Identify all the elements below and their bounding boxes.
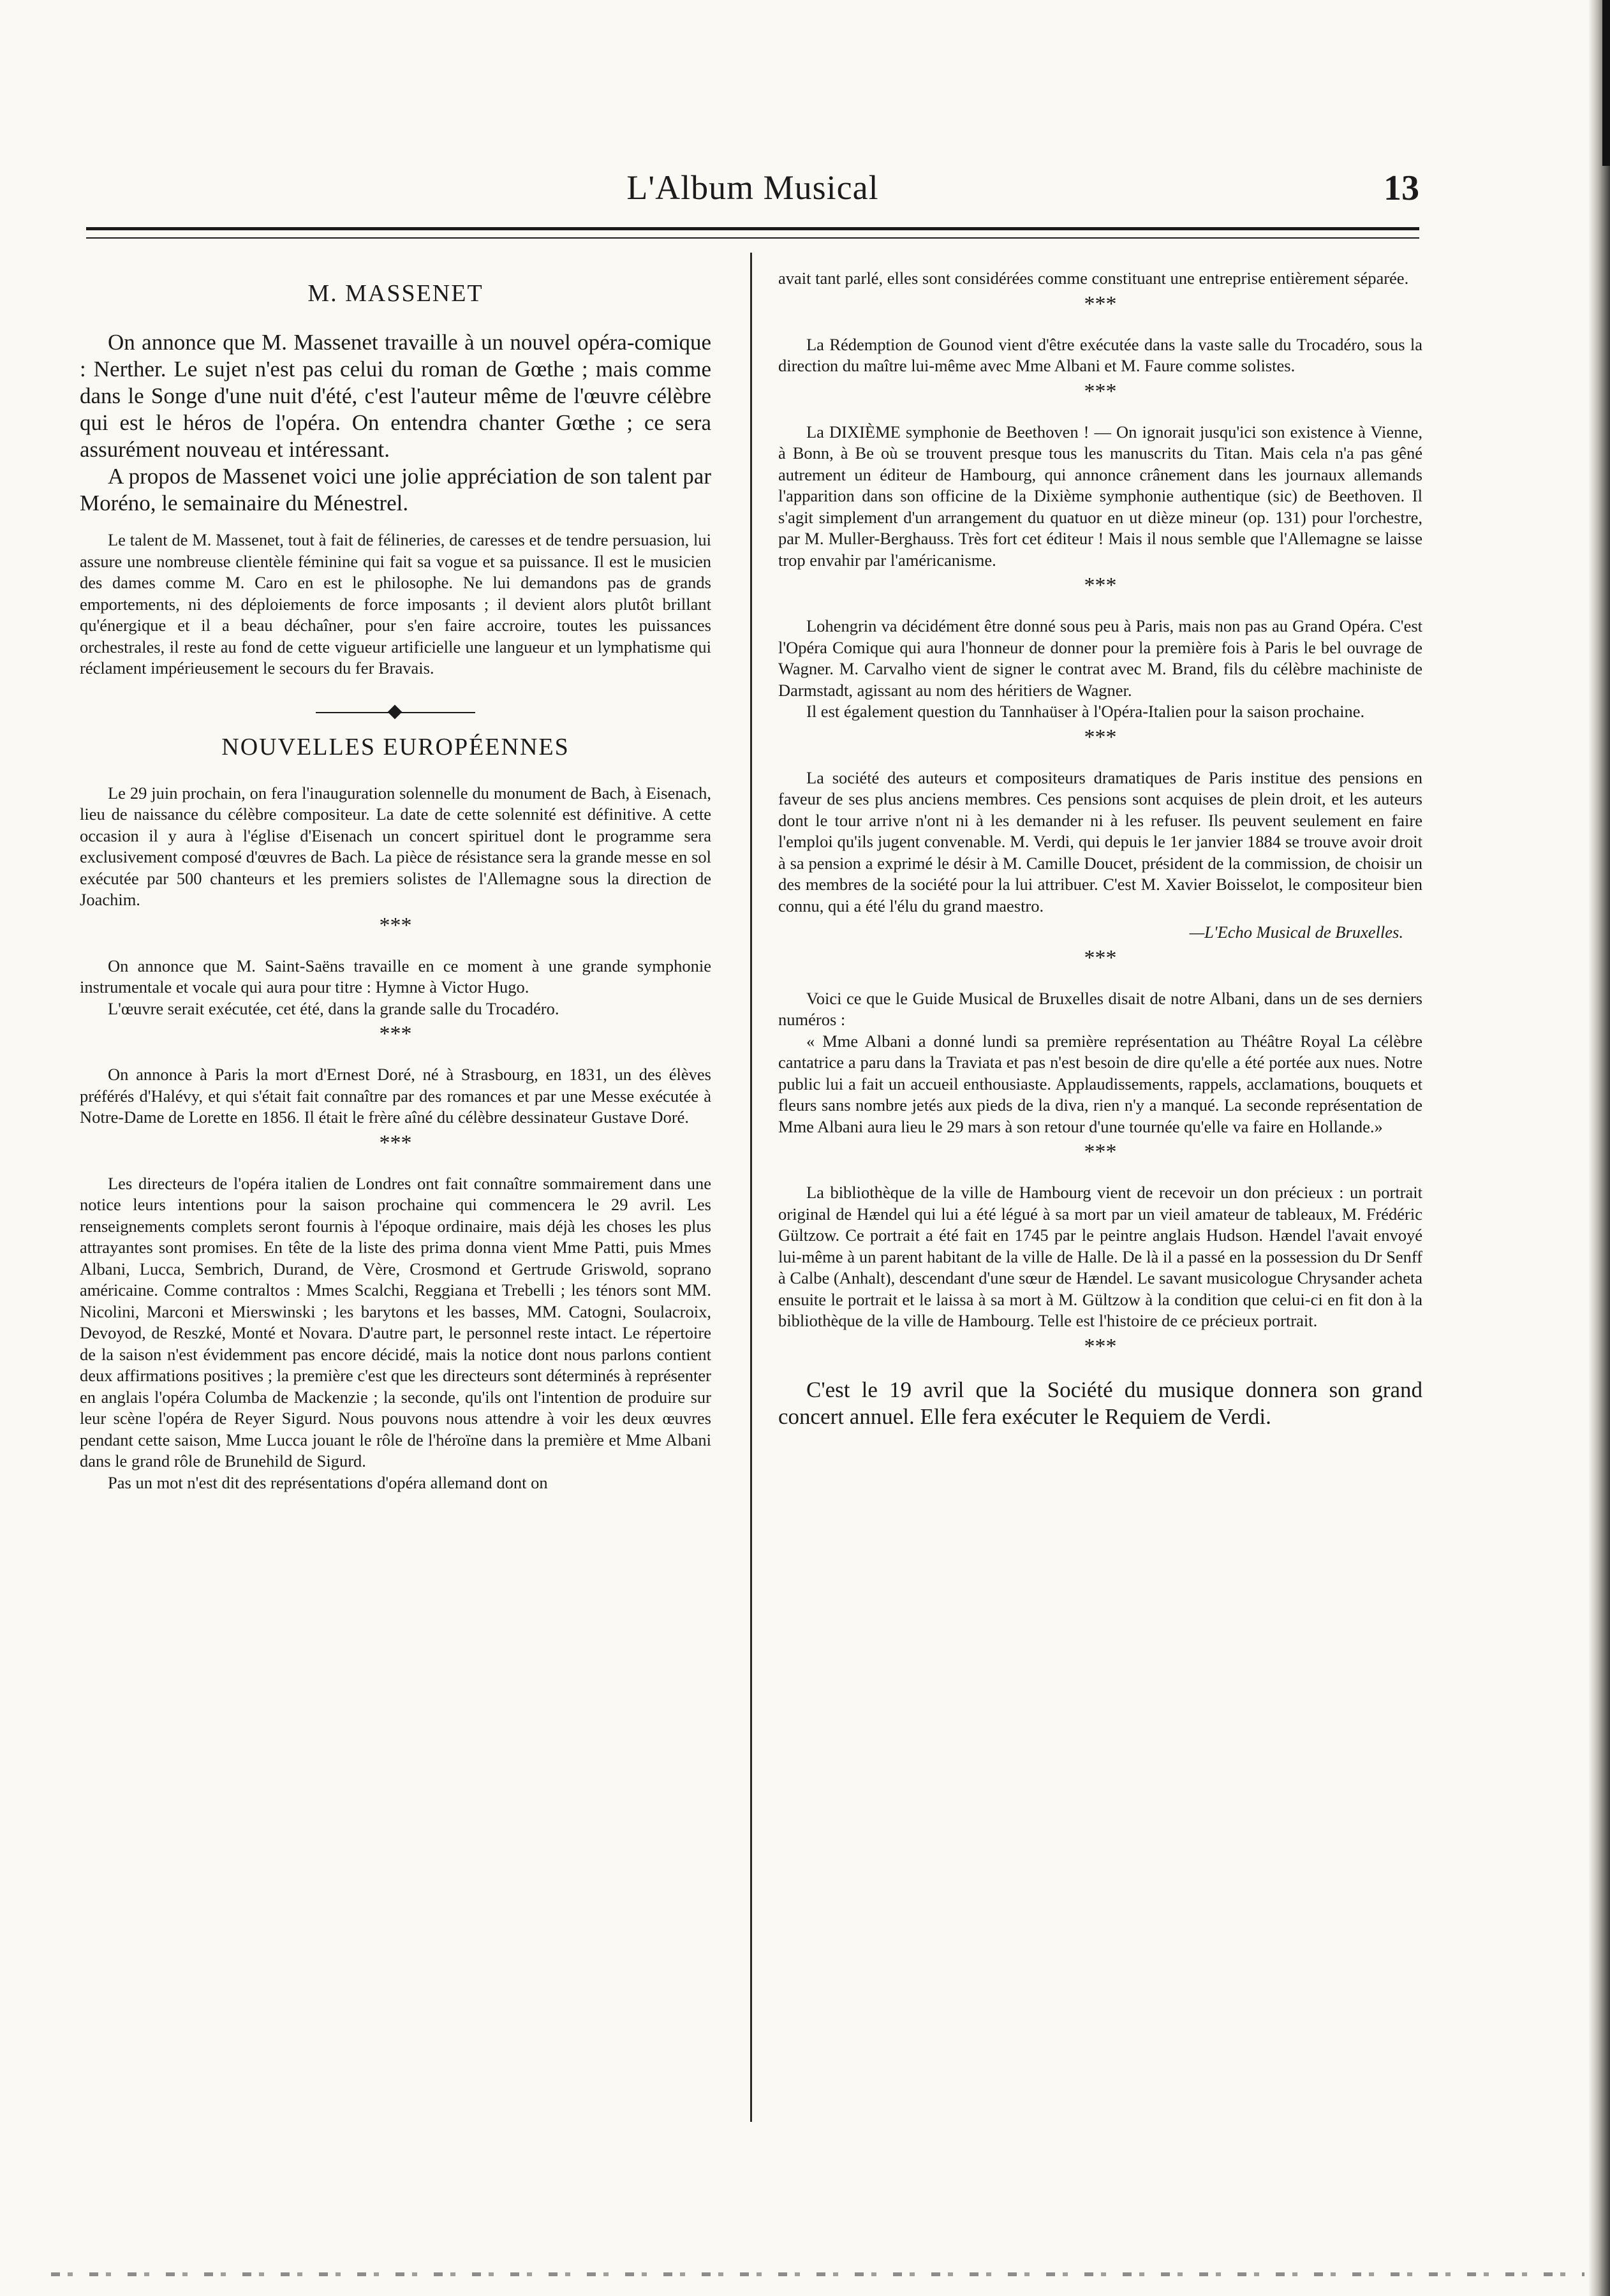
section-title-nouvelles: NOUVELLES EUROPÉENNES bbox=[221, 733, 570, 760]
stars-separator: *** bbox=[379, 1130, 412, 1155]
page-header bbox=[86, 163, 1419, 214]
paragraph: Le 29 juin prochain, on fera l'inauguration solennelle du monument de Bach, à Eisenach, lieu de naissance du célèbre compositeur. La date de cette solennité est définitive. A cette occasion il y aura à l'église d'Eisenach un concert spirituel dont le programme sera exclusivement composé d'œuvres de Bach. La pièce de résistance sera la grande messe en sol exécutée par 500 chanteurs et les premiers solistes de l'Allemagne sous la direction de Joachim. bbox=[80, 783, 711, 909]
stars-separator: *** bbox=[1084, 725, 1117, 749]
paragraph: La société des auteurs et compositeurs dramatiques de Paris institue des pensions en faveur de ses plus anciens membres. Ces pensions sont acquises de plein droit, et les auteurs dont le tour arrive n'ont ni à les demander ni à les refuser. Ils peuvent seulement en faire l'emploi qu'ils jugent convenable. M. Verdi, qui depuis le 1er janvier 1884 se trouve avoir droit à sa pension a exprimé le désir à M. Camille Doucet, président de la commission, de choisir un des membres de la société pour la lui attribuer. C'est M. Xavier Boisselot, le compositeur bien connu, qui a été l'élu du grand maestro. bbox=[778, 767, 1422, 915]
page-edge-shadow bbox=[1588, 0, 1610, 2296]
paragraph: La Rédemption de Gounod vient d'être exécutée dans la vaste salle du Trocadéro, sous la direction du maître lui-même avec Mme Albani et M. Faure comme solistes. bbox=[778, 334, 1422, 375]
quoted-paragraph: « Mme Albani a donné lundi sa première représentation au Théâtre Royal La célèbre cantatrice a paru dans la Traviata et pas n'est besoin de dire qu'elle a été portée aux nues. Notre public lui a fait un accueil enthousiaste. Applaudissements, rappels, acclamations, bouquets et fleurs sans nombre jetés aux pieds de la diva, rien n'y a manqué. La seconde représentation de Mme Albani aura lieu le 29 mars à son retour d'une tournée qu'elle va faire en Hollande.» bbox=[778, 1031, 1422, 1136]
page-number: 13 bbox=[1384, 168, 1419, 208]
page-edge-dark-mark bbox=[1602, 0, 1610, 166]
paragraph: On annonce que M. Massenet travaille à un nouvel opéra-comique : Nerther. Le sujet n'est pas celui du roman de Gœthe ; mais comme dans le Songe d'une nuit d'été, c'est l'auteur même de l'œuvre célèbre qui est le héros de l'opéra. On entendra chanter Gœthe ; ce sera assurément nouveau et intéressant. bbox=[80, 330, 711, 462]
stars-separator: *** bbox=[1084, 574, 1117, 597]
paragraph: Les directeurs de l'opéra italien de Londres ont fait connaître sommairement dans une notice leurs intentions pour la saison prochaine qui commencera le 29 avril. Les renseignements complets seront fournis à l'époque ordinaire, mais déjà les choses les plus attrayantes sont promises. En tête de la liste des prima donna vient Mme Patti, puis Mmes Albani, Lucca, Sembrich, Durand, de Vère, Crosmond et Gertrude Griswold, soprano américaine. Comme contraltos : Mmes Scalchi, Reggiana et Trebelli ; les ténors sont MM. Nicolini, Marconi et Mierswinski ; les barytons et les basses, MM. Catogni, Soulacroix, Devoyod, de Reszké, Monté et Novara. D'autre part, le personnel reste intact. Le répertoire de la saison n'est évidemment pas encore décidé, mais la notice dont nous parlons contient deux affirmations positives ; la première c'est que les directeurs sont déterminés à représenter en anglais l'opéra Columba de Mackenzie ; la seconde, qu'ils ont l'intention de produire sur leur scène l'opéra de Reyer Sigurd. Nous pouvons nous attendre à voir les deux œuvres pendant cette saison, Mme Lucca jouant le rôle de l'héroïne dans la première et Mme Albani dans le grand rôle de Brunehild de Sigurd. bbox=[80, 1173, 711, 1470]
paragraph: Voici ce que le Guide Musical de Bruxelles disait de notre Albani, dans un de ses derniers numéros : bbox=[778, 988, 1422, 1029]
stars-separator: *** bbox=[379, 1022, 412, 1046]
paragraph: C'est le 19 avril que la Société du musique donnera son grand concert annuel. Elle fera exécuter le Requiem de Verdi. bbox=[778, 1377, 1422, 1429]
right-column bbox=[778, 268, 1422, 1430]
paragraph: Lohengrin va décidément être donné sous peu à Paris, mais non pas au Grand Opéra. C'est l'Opéra Comique qui aura l'honneur de donner pour la première fois à Paris le bel ouvrage de Wagner. M. Carvalho vient de signer le contrat avec M. Brand, fils du célèbre machiniste de Darmstadt, agissant au nom des héritiers de Wagner. bbox=[778, 616, 1422, 700]
header-rule-thick bbox=[86, 227, 1419, 230]
paragraph: A propos de Massenet voici une jolie appréciation de son talent par Moréno, le semainaire du Ménestrel. bbox=[80, 464, 711, 515]
paragraph: Pas un mot n'est dit des représentations d'opéra allemand dont on bbox=[108, 1472, 548, 1492]
stars-separator: *** bbox=[1084, 379, 1117, 403]
section-ornament bbox=[316, 705, 475, 720]
running-title: L'Album Musical bbox=[626, 168, 879, 207]
stars-separator: *** bbox=[1084, 945, 1117, 970]
scan-bottom-noise bbox=[51, 2272, 1584, 2276]
paragraph: avait tant parlé, elles sont considérées comme constituant une entreprise entièrement séparée. bbox=[778, 269, 1409, 288]
paragraph: Il est également question du Tannhaüser à l'Opéra-Italien pour la saison prochaine. bbox=[806, 702, 1365, 721]
paragraph: On annonce que M. Saint-Saëns travaille en ce moment à une grande symphonie instrumentale et vocale qui aura pour titre : Hymne à Victor Hugo. bbox=[80, 956, 711, 996]
left-column bbox=[80, 268, 711, 1493]
header-rule-thin bbox=[86, 237, 1419, 239]
stars-separator: *** bbox=[1084, 1334, 1117, 1358]
quoted-paragraph: Le talent de M. Massenet, tout à fait de félineries, de caresses et de tendre persuasion, lui assure une nombreuse clientèle féminine qui fait sa vogue et sa puissance. Il est le musicien des dames comme M. Caro en est le philosophe. Ne lui demandons pas de grands emportements, ni des déploiements de force imposants ; il devient alors plutôt brillant qu'énergique et il a beau déchaîner, pour s'en faire accroire, toutes les puissances orchestrales, il reste au fond de cette vigueur artificielle une langueur et un lymphatisme qui réclament impérieusement le secours du fer Bravais. bbox=[80, 530, 711, 678]
paragraph: L'œuvre serait exécutée, cet été, dans la grande salle du Trocadéro. bbox=[108, 998, 559, 1018]
paragraph: La DIXIÈME symphonie de Beethoven ! — On ignorait jusqu'ici son existence à Vienne, à Bonn, à Be où se trouvent presque tous les manuscrits du Titan. Mais cela n'a pas gêné autrement un éditeur de Hambourg, qui annonce crânement dans les journaux allemands l'apparition dans son officine de la Dixième symphonie authentique (sic) de Beethoven. Il s'agit simplement d'un arrangement du quatuor en ut dièze mineur (op. 131) pour l'orchestre, par M. Muller-Berghauss. Très fort cet éditeur ! Mais il nous semble que l'Allemagne se laisse trop envahir par l'américanisme. bbox=[778, 422, 1422, 570]
source-attribution: —L'Echo Musical de Bruxelles. bbox=[1189, 922, 1403, 942]
paragraph: La bibliothèque de la ville de Hambourg vient de recevoir un don précieux : un portrait original de Hændel qui lui a été légué à sa mort par un vieil amateur de tableaux, M. Frédéric Gültzow. Ce portrait a été fait en 1745 par le peintre anglais Hudson. Hændel l'avait envoyé lui-même à un parent habitant de la ville de Halle. De là il a passé en la possession du Dr Senff à Calbe (Anhalt), descendant d'une sœur de Hændel. Le savant musicologue Chrysander acheta ensuite le portrait et le laissa à sa mort à M. Gültzow à la condition que celui-ci en fit don à la bibliothèque de la ville de Hambourg. Telle est l'histoire de ce précieux portrait. bbox=[778, 1183, 1422, 1330]
stars-separator: *** bbox=[379, 913, 412, 937]
stars-separator: *** bbox=[1084, 1140, 1117, 1164]
section-title-massenet: M. MASSENET bbox=[307, 280, 484, 307]
column-divider bbox=[750, 253, 752, 2122]
paragraph: On annonce à Paris la mort d'Ernest Doré, né à Strasbourg, en 1831, un des élèves préférés d'Halévy, et qui s'était fait connaître par des romances et par une Messe exécutée à Notre-Dame de Lorette en 1856. Il était le frère aîné du célèbre dessinateur Gustave Doré. bbox=[80, 1065, 711, 1127]
stars-separator: *** bbox=[1084, 292, 1117, 316]
